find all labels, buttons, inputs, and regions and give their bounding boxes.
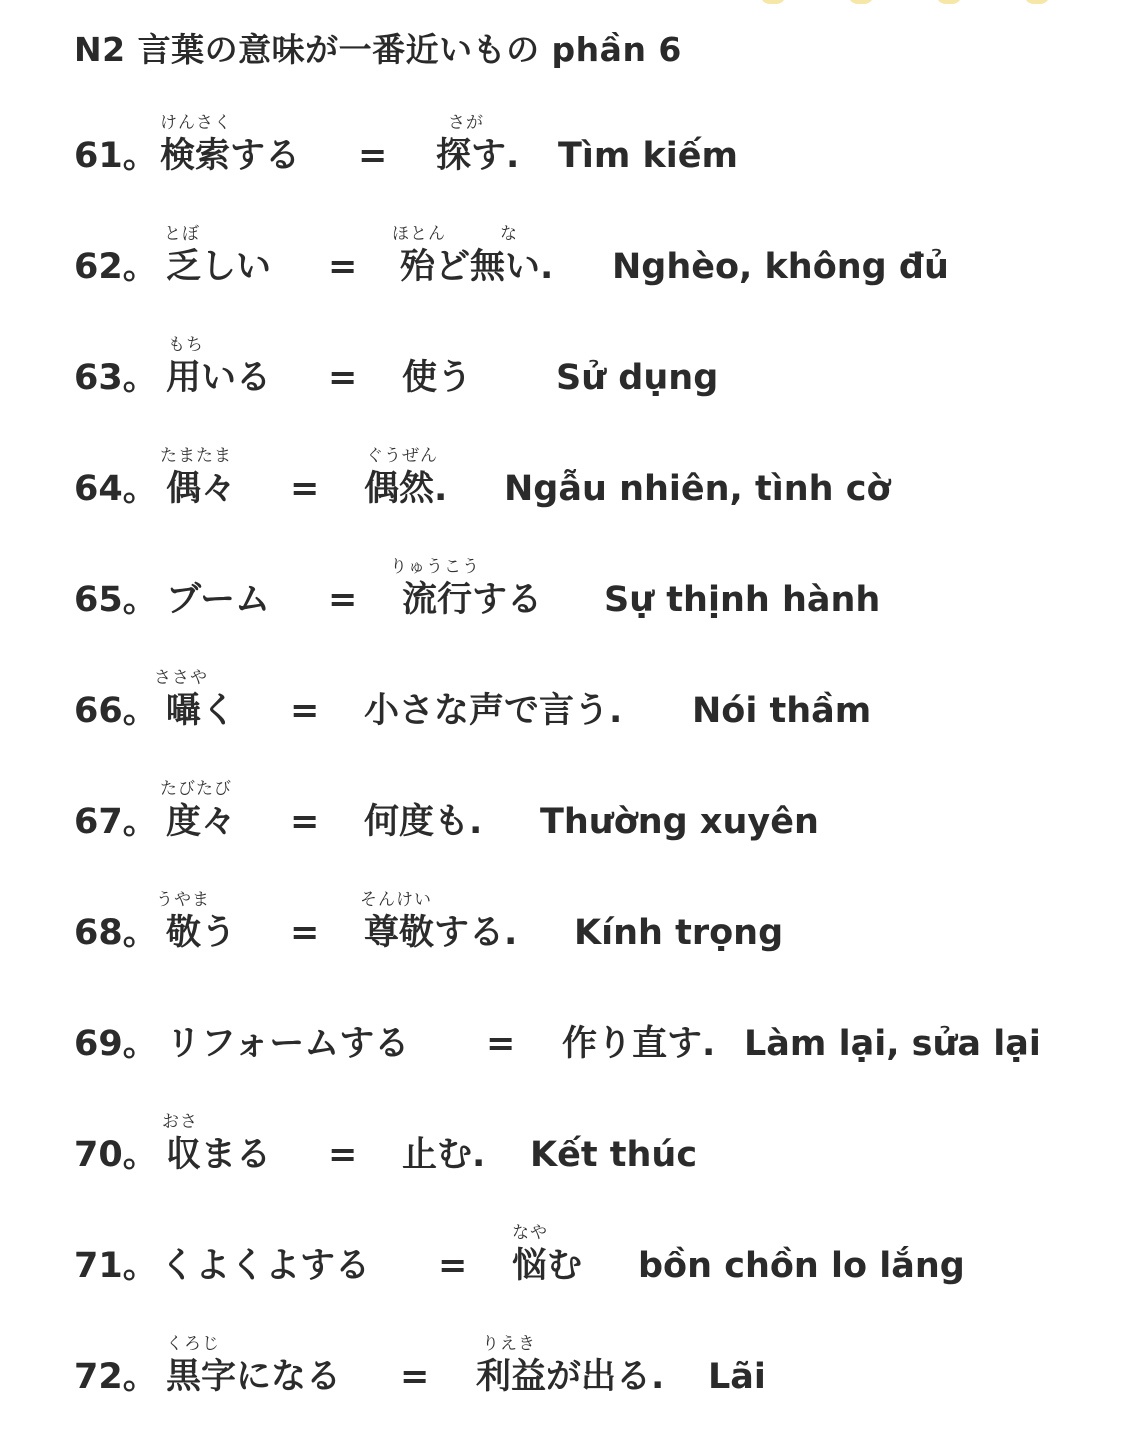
vocab-entry [0, 554, 1125, 664]
synonym: 作り直す. [562, 1024, 716, 1064]
equals-sign: = [328, 580, 358, 620]
term: くよくよする [160, 1246, 371, 1286]
vocab-entry [0, 1220, 1125, 1330]
synonym: 止む. [402, 1135, 486, 1175]
entry-number: 63。 [74, 358, 158, 398]
term: 度々 [166, 802, 237, 842]
vocab-entry [0, 887, 1125, 997]
entry-number: 70。 [74, 1135, 158, 1175]
meaning: Thường xuyên [540, 802, 819, 842]
equals-sign: = [290, 913, 320, 953]
term: 用いる [166, 358, 272, 398]
meaning: Kính trọng [574, 913, 784, 953]
synonym: 小さな声で言う. [364, 691, 623, 731]
page-title: N2 言葉の意味が一番近いもの phần 6 [74, 30, 682, 69]
term: ブーム [166, 580, 270, 620]
decor-dot [1024, 0, 1050, 4]
meaning: bồn chồn lo lắng [638, 1246, 965, 1286]
term-reading: うやま [156, 890, 210, 910]
meaning: Làm lại, sửa lại [744, 1024, 1041, 1064]
meaning: Lãi [708, 1357, 766, 1397]
synonym: 殆ど無い. [400, 247, 554, 287]
entry-number: 69。 [74, 1024, 158, 1064]
synonym-reading: そんけい [360, 890, 432, 910]
entry-number: 64。 [74, 469, 158, 509]
term-reading: けんさく [160, 113, 232, 133]
decor-dot [848, 0, 874, 4]
term: 偶々 [166, 469, 237, 509]
synonym: 探す. [436, 136, 520, 176]
synonym: 偶然. [364, 469, 448, 509]
vocab-entry [0, 998, 1125, 1108]
term-reading: もち [168, 335, 204, 355]
term-reading: とぼ [164, 224, 200, 244]
decor-dot [936, 0, 962, 4]
term: 検索する [160, 136, 301, 176]
meaning: Sử dụng [556, 358, 719, 398]
entry-number: 65。 [74, 580, 158, 620]
vocab-entry [0, 332, 1125, 442]
vocab-entry [0, 776, 1125, 886]
meaning: Tìm kiếm [558, 136, 739, 176]
synonym-reading: ぐうぜん [366, 446, 438, 466]
equals-sign: = [438, 1246, 468, 1286]
entry-number: 66。 [74, 691, 158, 731]
meaning: Ngẫu nhiên, tình cờ [504, 469, 891, 509]
vocab-entry [0, 443, 1125, 553]
synonym: 流行する [402, 580, 543, 620]
equals-sign: = [290, 802, 320, 842]
meaning: Sự thịnh hành [604, 580, 881, 620]
synonym: 使う [402, 358, 473, 398]
synonym: 悩む [512, 1246, 583, 1286]
entry-number: 68。 [74, 913, 158, 953]
term: 黒字になる [166, 1357, 342, 1397]
synonym-reading: りえき [482, 1334, 536, 1354]
term-reading: くろじ [166, 1334, 220, 1354]
vocab-entry [0, 1109, 1125, 1219]
term-reading: たびたび [160, 779, 232, 799]
decor-dot [760, 0, 786, 4]
synonym-reading: なや [512, 1223, 548, 1243]
entry-number: 67。 [74, 802, 158, 842]
synonym: 利益が出る. [476, 1357, 665, 1397]
synonym-reading: さが [448, 113, 484, 133]
entry-number: 62。 [74, 247, 158, 287]
equals-sign: = [486, 1024, 516, 1064]
term-reading: おさ [162, 1112, 198, 1132]
vocab-entry [0, 665, 1125, 775]
top-decoration [0, 0, 1125, 8]
vocab-entry [0, 1331, 1125, 1441]
vocab-entry [0, 221, 1125, 331]
equals-sign: = [358, 136, 388, 176]
equals-sign: = [328, 358, 358, 398]
entry-number: 72。 [74, 1357, 158, 1397]
synonym-reading-2: な [500, 224, 518, 244]
vocab-entry [0, 110, 1125, 220]
synonym: 尊敬する. [364, 913, 518, 953]
equals-sign: = [400, 1357, 430, 1397]
equals-sign: = [328, 247, 358, 287]
term: 囁く [166, 691, 237, 731]
term: 乏しい [166, 247, 272, 287]
equals-sign: = [290, 469, 320, 509]
term: 収まる [166, 1135, 272, 1175]
term: リフォームする [166, 1024, 410, 1064]
term: 敬う [166, 913, 237, 953]
term-reading: ささや [154, 668, 208, 688]
meaning: Nghèo, không đủ [612, 247, 949, 287]
equals-sign: = [328, 1135, 358, 1175]
entry-number: 61。 [74, 136, 158, 176]
term-reading: たまたま [160, 446, 232, 466]
synonym-reading: ほとん [392, 224, 446, 244]
synonym: 何度も. [364, 802, 483, 842]
meaning: Nói thầm [692, 691, 872, 731]
entry-number: 71。 [74, 1246, 158, 1286]
meaning: Kết thúc [530, 1135, 698, 1175]
synonym-reading: りゅうこう [390, 557, 480, 577]
equals-sign: = [290, 691, 320, 731]
